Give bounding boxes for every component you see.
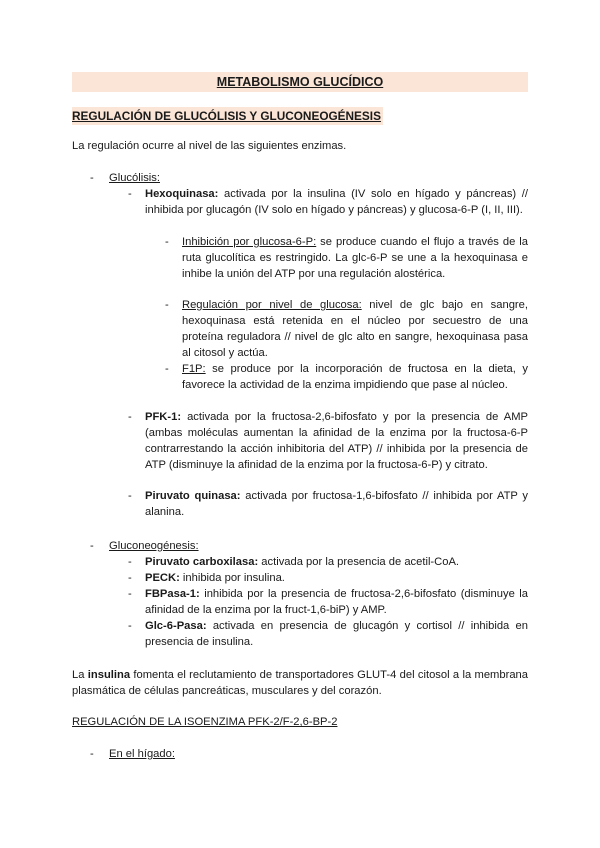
enzyme-text: activada por la insulina (IV solo en hígado y páncreas) // inhibida por glucagón (IV solo en hígado y páncreas) y glucosa-6-P (I, II, III). [145, 188, 528, 216]
enzyme-text: activada por la fructosa-2,6-bifosfato y por la presencia de AMP (ambas moléculas aumentan la afinidad de la enzima por la fructosa-6-P contrarrestando la acción inhibitoria del ATP) // inhibida por la presencia de ATP (disminuye la afinidad de la enzima por la fructosa-6-P) y citrato. [145, 411, 528, 471]
fbpasa-item [128, 586, 528, 618]
enzyme-text: activada por fructosa-1,6-bifosfato // inhibida por ATP y alanina. [145, 490, 529, 518]
higado-label: En el hígado: [109, 748, 175, 760]
bullet-dash: - [165, 299, 169, 311]
sub-item-label: Regulación por nivel de glucosa: [182, 299, 362, 311]
page-title [72, 72, 528, 92]
enzyme-name: PECK: [145, 572, 180, 584]
hexoquinasa-item [128, 186, 528, 218]
bullet-dash: - [128, 588, 132, 600]
insulina-post: fomenta el reclutamiento de transportadores GLUT-4 del citosol a la membrana plasmática de células pancreáticas, musculares y del corazón. [72, 669, 528, 697]
insulina-pre: La [72, 669, 88, 681]
sub-item-label: F1P: [182, 363, 206, 375]
section-heading-isoenzima: REGULACIÓN DE LA ISOENZIMA PFK-2/F-2,6-BP-2 [72, 716, 338, 728]
bullet-dash: - [128, 411, 132, 423]
enzyme-text: activada por la presencia de acetil-CoA. [258, 556, 460, 568]
bullet-dash: - [90, 540, 94, 552]
hexo-sub-item-2 [165, 297, 528, 361]
insulina-paragraph [72, 667, 528, 699]
enzyme-text: inhibida por la presencia de fructosa-2,6-bifosfato (disminuye la afinidad de la enzima por la fruct-1,6-biP) y AMP. [145, 588, 528, 616]
enzyme-name: Glc-6-Pasa: [145, 620, 207, 632]
hexo-sub-item-1 [165, 234, 528, 282]
list-item-higado [90, 746, 175, 762]
bullet-dash: - [165, 363, 169, 375]
sub-item-text: nivel de glc bajo en sangre, hexoquinasa está retenida en el núcleo por secuestro de una proteína reguladora // nivel de glc alto en sangre, hexoquinasa pasa al citosol y actúa. [182, 299, 528, 359]
bullet-dash: - [165, 236, 169, 248]
bullet-dash: - [90, 172, 94, 184]
gluconeogenesis-label: Gluconeogénesis: [109, 540, 199, 552]
page-title-text: METABOLISMO GLUCÍDICO [216, 75, 384, 89]
piruvato-quinasa-item [128, 488, 529, 520]
sub-item-text: se produce cuando el flujo a través de la ruta glucolítica es restringido. La glc-6-P se une a la hexoquinasa e inhibe la unión del ATP por una regulación alostérica. [182, 236, 528, 280]
piruvato-carboxilasa-item [128, 554, 528, 570]
enzyme-name: FBPasa-1: [145, 588, 200, 600]
sub-item-label: Inhibición por glucosa-6-P: [182, 236, 317, 248]
pfk1-item [128, 409, 528, 473]
bullet-dash: - [128, 572, 132, 584]
insulina-bold: insulina [87, 669, 131, 681]
peck-item [128, 570, 528, 586]
glc6pasa-item [128, 618, 528, 650]
bullet-dash: - [90, 748, 94, 760]
enzyme-name: Piruvato quinasa: [145, 490, 241, 502]
bullet-dash: - [128, 620, 132, 632]
section-heading-glucolisis: REGULACIÓN DE GLUCÓLISIS Y GLUCONEOGÉNESIS [72, 109, 381, 123]
enzyme-text: inhibida por insulina. [179, 572, 285, 584]
glucolisis-label: Glucólisis: [109, 172, 160, 184]
intro-paragraph: La regulación ocurre al nivel de las siguientes enzimas. [72, 140, 347, 152]
enzyme-name: PFK-1: [145, 411, 182, 423]
hexo-sub-item-3 [165, 361, 528, 393]
enzyme-name: Piruvato carboxilasa: [145, 556, 259, 568]
bullet-dash: - [128, 556, 132, 568]
list-item-gluconeogenesis [90, 538, 199, 554]
sub-item-text: se produce por la incorporación de fructosa en la dieta, y favorece la actividad de la enzima impidiendo que pase al núcleo. [182, 363, 528, 391]
bullet-dash: - [128, 188, 132, 200]
enzyme-text: activada en presencia de glucagón y cortisol // inhibida en presencia de insulina. [145, 620, 528, 648]
enzyme-name: Hexoquinasa: [145, 188, 219, 200]
bullet-dash: - [128, 490, 132, 502]
list-item-glucolisis [90, 170, 160, 186]
